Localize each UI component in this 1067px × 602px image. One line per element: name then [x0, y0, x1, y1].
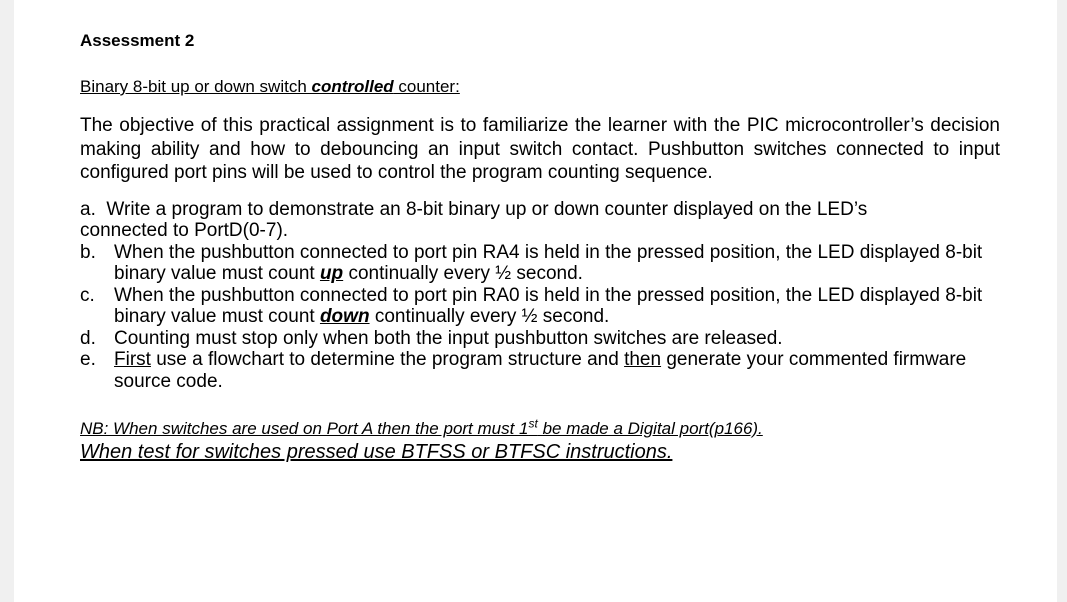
task-letter-a: a.	[80, 198, 96, 220]
task-a-text-line1: Write a program to demonstrate an 8-bit binary up or down counter displayed on the LED’s	[106, 198, 868, 220]
note-superscript: st	[528, 416, 538, 431]
note-line-2: When test for switches pressed use BTFSS or BTFSC instructions.	[80, 441, 673, 463]
task-item-c	[80, 285, 1000, 328]
subtitle-before: Binary 8-bit up or down switch	[80, 77, 312, 96]
assignment-subtitle	[80, 76, 1000, 97]
task-c-after: continually every ½ second.	[369, 306, 610, 327]
document-page	[14, 0, 1057, 602]
task-letter-e: e.	[80, 349, 96, 370]
task-item-e	[80, 349, 1000, 392]
document-content	[80, 30, 1000, 464]
task-e-then: then	[624, 349, 662, 370]
task-e-after: generate your commented firmware source code.	[114, 349, 967, 392]
task-c-before: When the pushbutton connected to port pin RA0 is held in the pressed position, the LED displayed 8-bit binary value must count	[114, 284, 983, 327]
note-line-1	[80, 417, 1000, 441]
task-b-before: When the pushbutton connected to port pin RA4 is held in the pressed position, the LED displayed 8-bit binary value must count	[114, 241, 983, 284]
task-letter-d: d.	[80, 327, 96, 349]
task-item-b	[80, 242, 1000, 285]
objective-paragraph: The objective of this practical assignment is to familiarize the learner with the PIC microcontroller’s decision making ability and how to debouncing an input switch contact. Pushbutton switches connected to input configured port pins will be used to control the program counting sequence.	[80, 115, 1000, 183]
task-e-middle: use a flowchart to determine the program structure and	[150, 349, 625, 370]
task-e-first: First	[114, 349, 151, 370]
task-list	[80, 199, 1000, 393]
note-after: be made a Digital port(p166).	[537, 419, 763, 438]
task-item-a	[80, 199, 1000, 242]
subtitle-emphasis: controlled	[311, 77, 394, 96]
task-b-after: continually every ½ second.	[343, 263, 583, 284]
assessment-title: Assessment 2	[80, 31, 195, 50]
task-b-emphasis: up	[319, 263, 344, 284]
subtitle-after: counter:	[393, 77, 460, 96]
task-letter-c: c.	[80, 284, 95, 306]
task-a-text-line2: connected to PortD(0-7).	[80, 220, 289, 241]
task-letter-b: b.	[80, 241, 96, 263]
task-c-emphasis: down	[319, 306, 370, 327]
task-item-d	[80, 328, 1000, 350]
task-d-text: Counting must stop only when both the input pushbutton switches are released.	[114, 327, 783, 349]
note-before: NB: When switches are used on Port A then the port must 1	[80, 419, 529, 438]
